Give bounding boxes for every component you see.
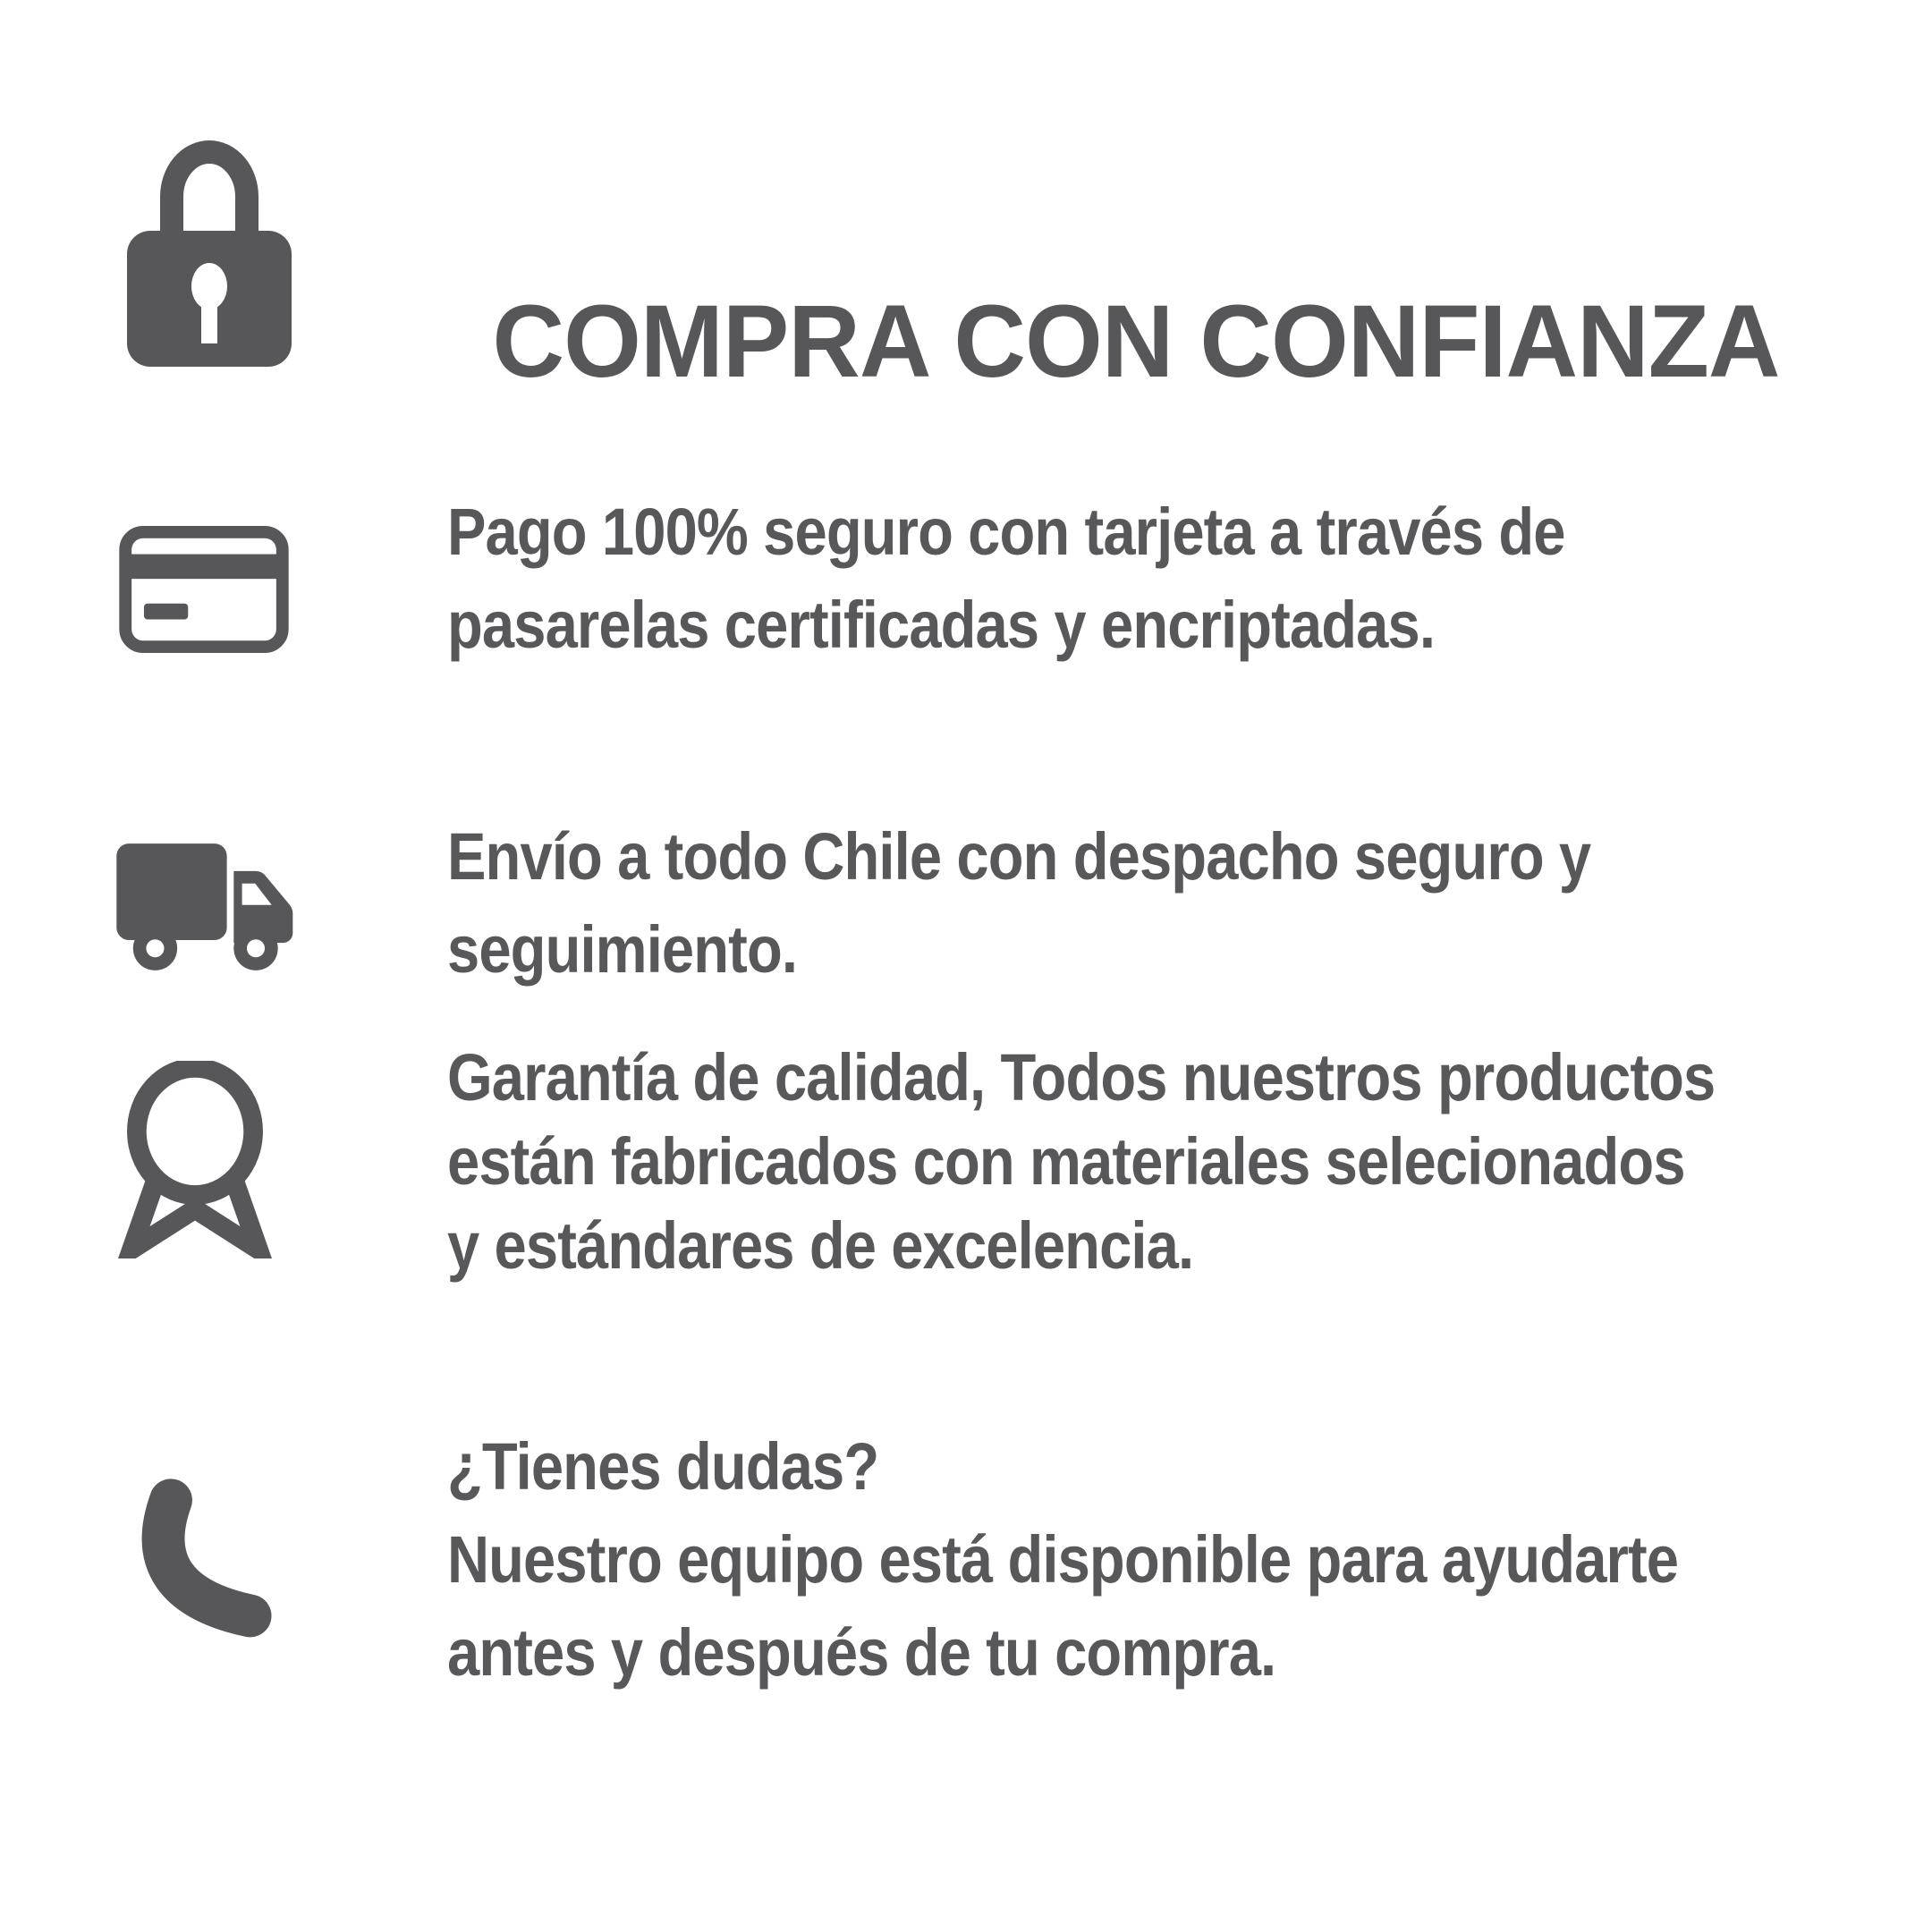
award-ribbon-icon xyxy=(110,1061,280,1258)
lock-icon xyxy=(123,132,295,369)
text-line: Envío a todo Chile con despacho seguro y xyxy=(447,819,1591,894)
text-line: Garantía de calidad, Todos nuestros productos xyxy=(447,1040,1716,1114)
delivery-truck-icon xyxy=(114,841,298,973)
text-line: seguimiento. xyxy=(447,912,798,987)
secure-payment-text xyxy=(447,486,1565,672)
credit-card-icon xyxy=(118,526,290,653)
text-line: pasarelas certificadas y encriptadas. xyxy=(447,588,1436,662)
text-line: antes y después de tu compra. xyxy=(447,1615,1276,1690)
customer-support-text xyxy=(447,1420,1678,1699)
text-line: y estándares de excelencia. xyxy=(447,1208,1194,1283)
shipping-text xyxy=(447,810,1590,996)
page-title: COMPRA CON CONFIANZA xyxy=(492,284,1780,400)
quality-warranty-text xyxy=(447,1036,1715,1288)
text-line: Pago 100% seguro con tarjeta a través de xyxy=(447,495,1565,569)
text-line: están fabricados con materiales selecionados xyxy=(447,1124,1685,1199)
phone-icon xyxy=(130,1474,282,1640)
text-line: ¿Tienes dudas? xyxy=(447,1429,879,1504)
text-line: Nuestro equipo está disponible para ayudarte xyxy=(447,1522,1679,1597)
